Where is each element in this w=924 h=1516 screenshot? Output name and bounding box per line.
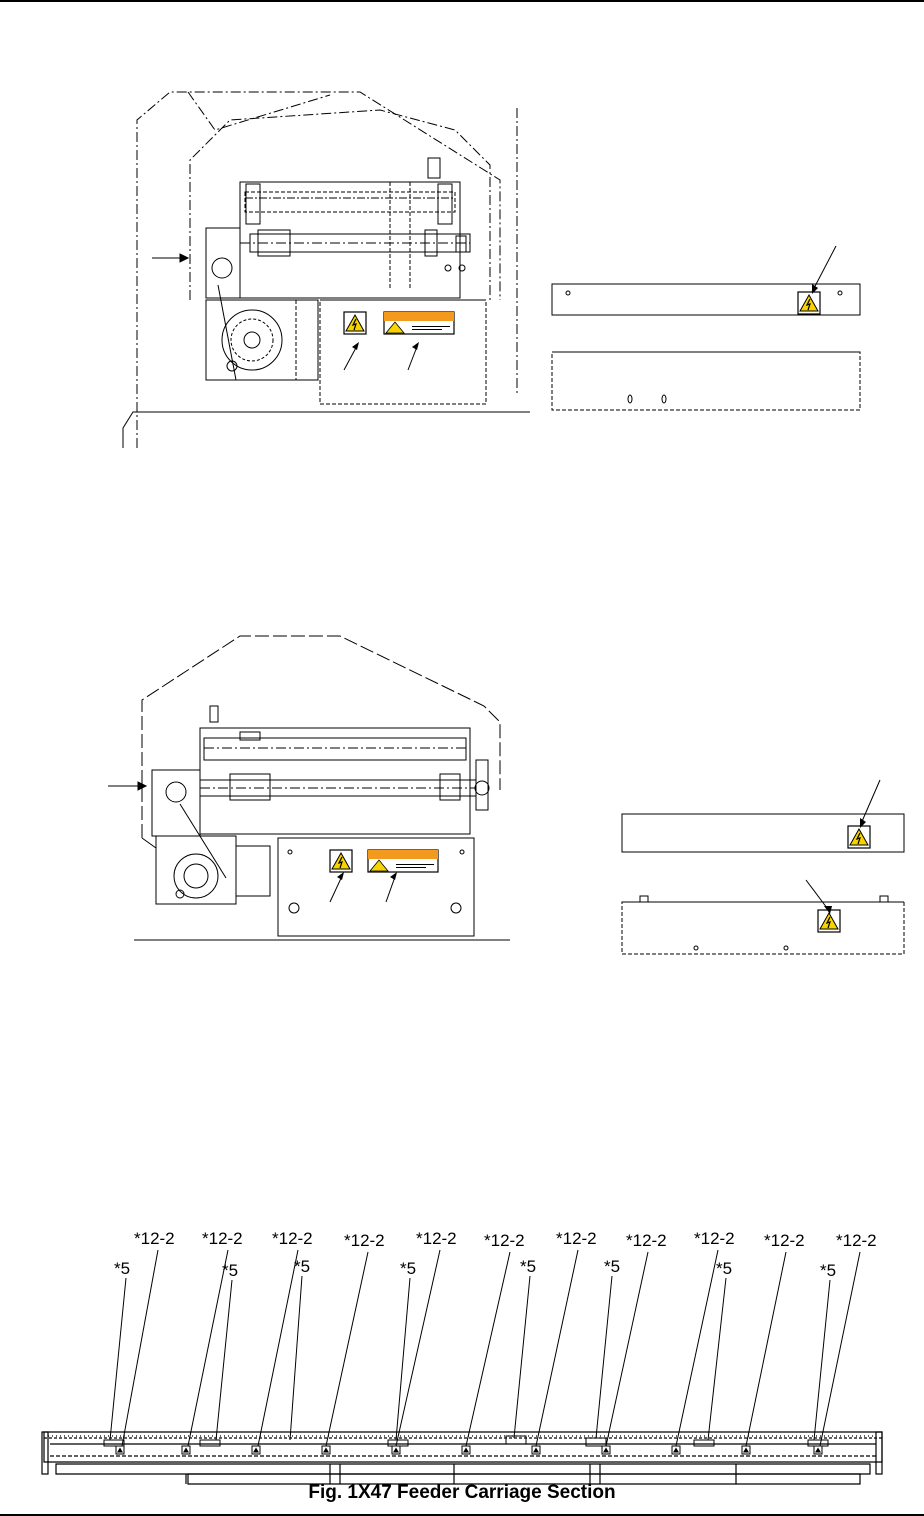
callout-12-2: *12-2 — [484, 1231, 525, 1250]
callout-12-2: *12-2 — [556, 1229, 597, 1248]
callout-5: *5 — [400, 1259, 417, 1278]
high-voltage-warning-icon — [344, 312, 366, 334]
leader-line — [812, 246, 836, 292]
high-voltage-warning-icon — [330, 850, 352, 872]
callout-12-2: *12-2 — [626, 1231, 667, 1250]
top-assembly-view — [123, 92, 530, 448]
callout-12-2: *12-2 — [344, 1231, 385, 1250]
callout-text — [114, 1229, 877, 1280]
top-view-warning-labels — [344, 312, 454, 370]
callout-5: *5 — [820, 1261, 837, 1280]
figure-caption: Fig. 1X47 Feeder Carriage Section — [308, 1482, 616, 1503]
callout-5: *5 — [716, 1259, 733, 1278]
middle-assembly-view — [108, 636, 510, 940]
callout-5: *5 — [222, 1261, 239, 1280]
caution-label-icon — [368, 850, 438, 872]
callout-12-2: *12-2 — [416, 1229, 457, 1248]
carriage-stickers — [116, 1446, 822, 1454]
callout-12-2: *12-2 — [134, 1229, 175, 1248]
carriage-actual — [42, 1432, 882, 1484]
callout-5: *5 — [604, 1257, 621, 1276]
panel-high-voltage-icon — [798, 292, 820, 314]
middle-view-warning-labels — [330, 850, 438, 902]
panel-high-voltage-icon — [818, 910, 840, 932]
callout-12-2: *12-2 — [202, 1229, 243, 1248]
callout-12-2: *12-2 — [694, 1229, 735, 1248]
callout-12-2: *12-2 — [836, 1231, 877, 1250]
caution-label-icon — [384, 312, 454, 334]
callout-5: *5 — [520, 1257, 537, 1276]
callout-12-2: *12-2 — [272, 1229, 313, 1248]
callout-5: *5 — [114, 1259, 131, 1278]
panel-high-voltage-icon — [848, 826, 870, 848]
callout-5: *5 — [294, 1257, 311, 1276]
callout-12-2: *12-2 — [764, 1231, 805, 1250]
